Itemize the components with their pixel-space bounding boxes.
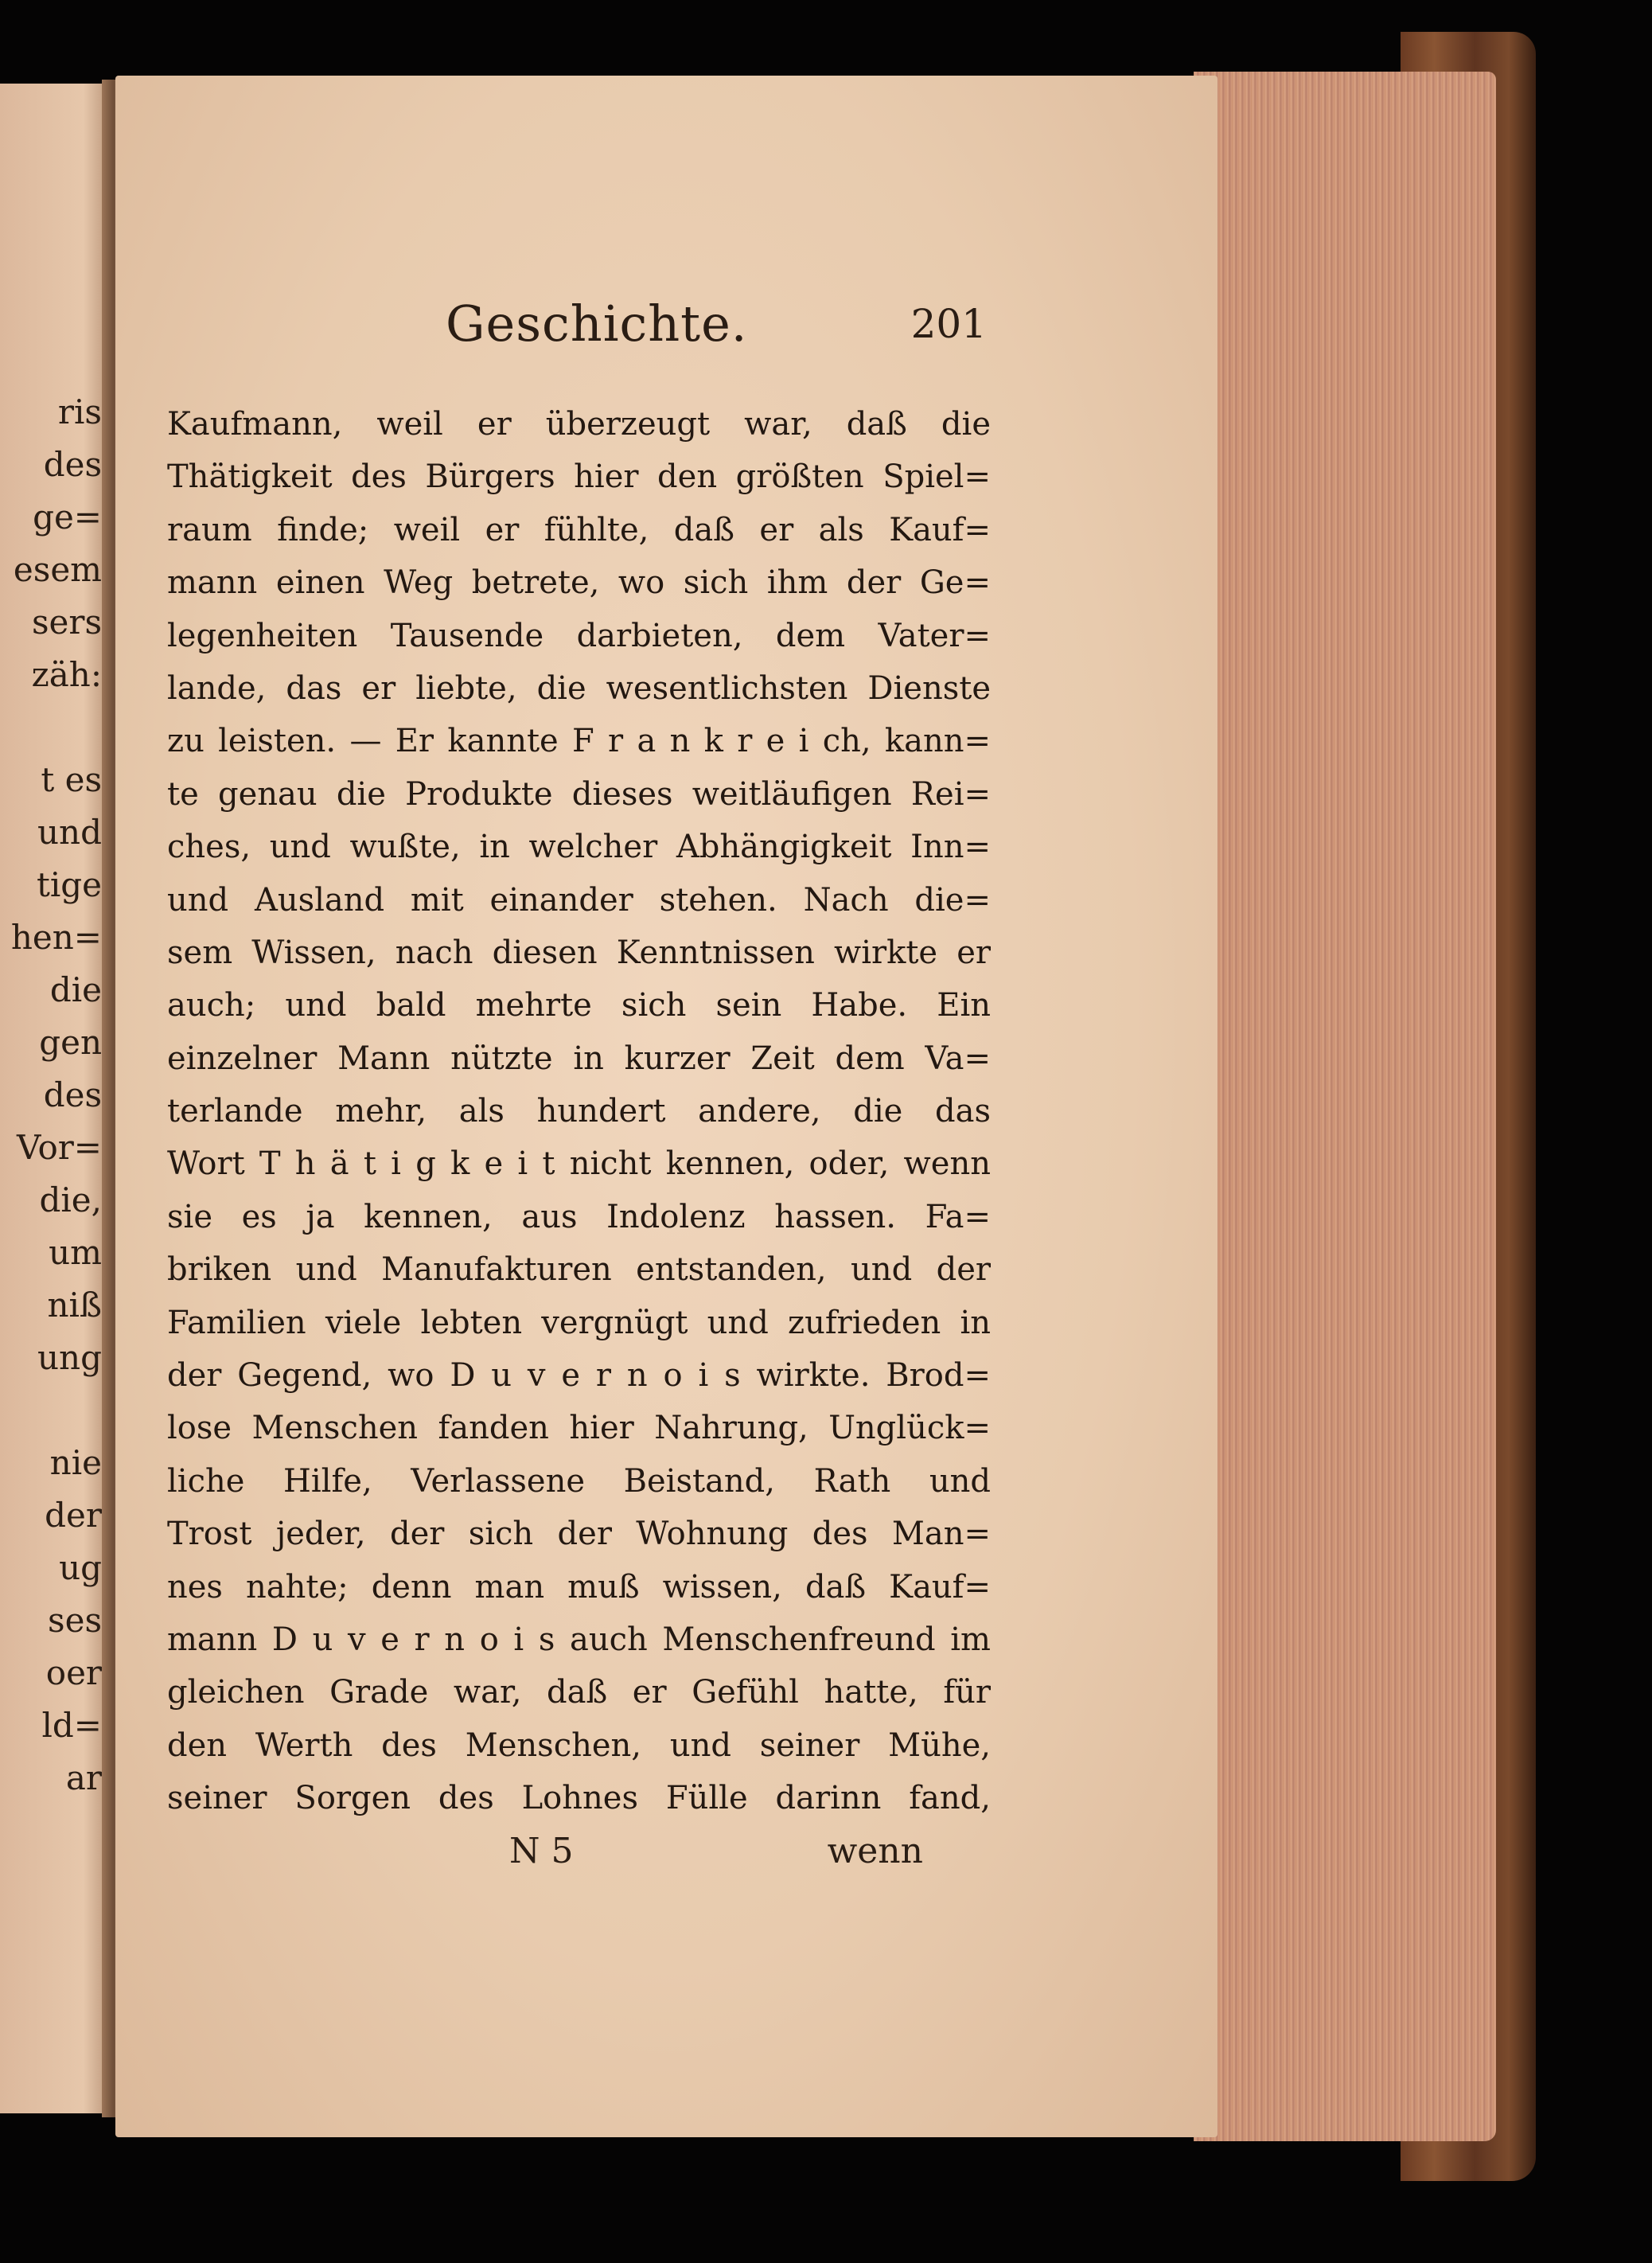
page-number: 201	[910, 301, 987, 347]
text-line: sie es ja kennen, aus Indolenz hassen. Fa=	[167, 1198, 991, 1235]
left-fragment: Vor=	[16, 1128, 102, 1167]
text-line: den Werth des Menschen, und seiner Mühe,	[167, 1727, 991, 1764]
text-line: Wort T h ä t i g k e i t nicht kennen, oder, wenn	[167, 1145, 991, 1183]
text-line: nes nahte; denn man muß wissen, daß Kauf=	[167, 1568, 991, 1606]
left-fragment: die	[49, 970, 102, 1009]
page-edges	[1194, 72, 1496, 2141]
signature-mark: N 5	[509, 1831, 574, 1871]
text-line: zu leisten. — Er kannte F r a n k r e i ch, kann=	[167, 723, 991, 760]
left-fragment: nie	[49, 1443, 102, 1482]
left-fragment: ung	[37, 1338, 102, 1377]
left-fragment: ld=	[41, 1706, 102, 1745]
left-fragment: esem	[13, 550, 102, 589]
text-line: einzelner Mann nützte in kurzer Zeit dem Va=	[167, 1040, 991, 1077]
text-line: mann D u v e r n o i s auch Menschenfreund im	[167, 1621, 991, 1658]
left-fragment: die,	[39, 1180, 102, 1219]
text-line: auch; und bald mehrte sich sein Habe. Ein	[167, 987, 991, 1024]
text-line: lose Menschen fanden hier Nahrung, Unglück=	[167, 1410, 991, 1447]
text-line: raum finde; weil er fühlte, daß er als Kauf=	[167, 511, 991, 548]
left-fragment: sers	[31, 603, 102, 642]
body-text	[167, 398, 991, 1825]
text-line: terlande mehr, als hundert andere, die das	[167, 1093, 991, 1130]
left-fragment: ge=	[33, 497, 102, 536]
text-line: liche Hilfe, Verlassene Beistand, Rath und	[167, 1462, 991, 1500]
text-line: lande, das er liebte, die wesentlichsten Dienste	[167, 669, 991, 707]
text-line: ches, und wußte, in welcher Abhängigkeit Inn=	[167, 829, 991, 866]
left-fragment: hen=	[10, 918, 102, 957]
page-header	[446, 295, 987, 353]
text-line: gleichen Grade war, daß er Gefühl hatte, für	[167, 1674, 991, 1711]
text-line: Thätigkeit des Bürgers hier den größten Spiel=	[167, 458, 991, 496]
left-fragment: ar	[65, 1758, 102, 1797]
left-fragment: ug	[59, 1548, 102, 1587]
text-line: legenheiten Tausende darbieten, dem Vater=	[167, 617, 991, 654]
left-fragment: ris	[57, 392, 102, 431]
left-fragment: oer	[45, 1653, 102, 1692]
text-line: Trost jeder, der sich der Wohnung des Man=	[167, 1516, 991, 1553]
left-fragment: und	[37, 813, 102, 852]
text-line: seiner Sorgen des Lohnes Fülle darinn fand,	[167, 1780, 991, 1817]
left-fragment: t es	[41, 760, 102, 799]
left-fragment: tige	[36, 865, 102, 904]
left-fragment: zäh:	[31, 655, 102, 694]
text-line: te genau die Produkte dieses weitläufigen Rei=	[167, 775, 991, 813]
text-line: Kaufmann, weil er überzeugt war, daß die	[167, 406, 991, 443]
page-footer	[509, 1831, 923, 1886]
left-fragment: des	[43, 445, 102, 484]
left-fragment: um	[49, 1233, 102, 1272]
text-line: und Ausland mit einander stehen. Nach die=	[167, 881, 991, 919]
left-fragment	[0, 701, 102, 754]
left-fragment	[0, 1384, 102, 1437]
text-line: sem Wissen, nach diesen Kenntnissen wirkte er	[167, 934, 991, 971]
text-line: der Gegend, wo D u v e r n o i s wirkte. Brod=	[167, 1357, 991, 1395]
left-page-text-fragments	[0, 386, 102, 1805]
text-line: briken und Manufakturen entstanden, und der	[167, 1251, 991, 1289]
left-fragment: ses	[48, 1601, 102, 1640]
running-title: Geschichte.	[446, 295, 748, 353]
left-fragment: des	[43, 1075, 102, 1114]
left-fragment: gen	[39, 1023, 102, 1062]
text-line: mann einen Weg betrete, wo sich ihm der Ge=	[167, 564, 991, 602]
text-line: Familien viele lebten vergnügt und zufrieden in	[167, 1304, 991, 1341]
left-fragment: niß	[47, 1286, 102, 1325]
catchword: wenn	[827, 1831, 923, 1871]
left-fragment: der	[45, 1496, 102, 1535]
